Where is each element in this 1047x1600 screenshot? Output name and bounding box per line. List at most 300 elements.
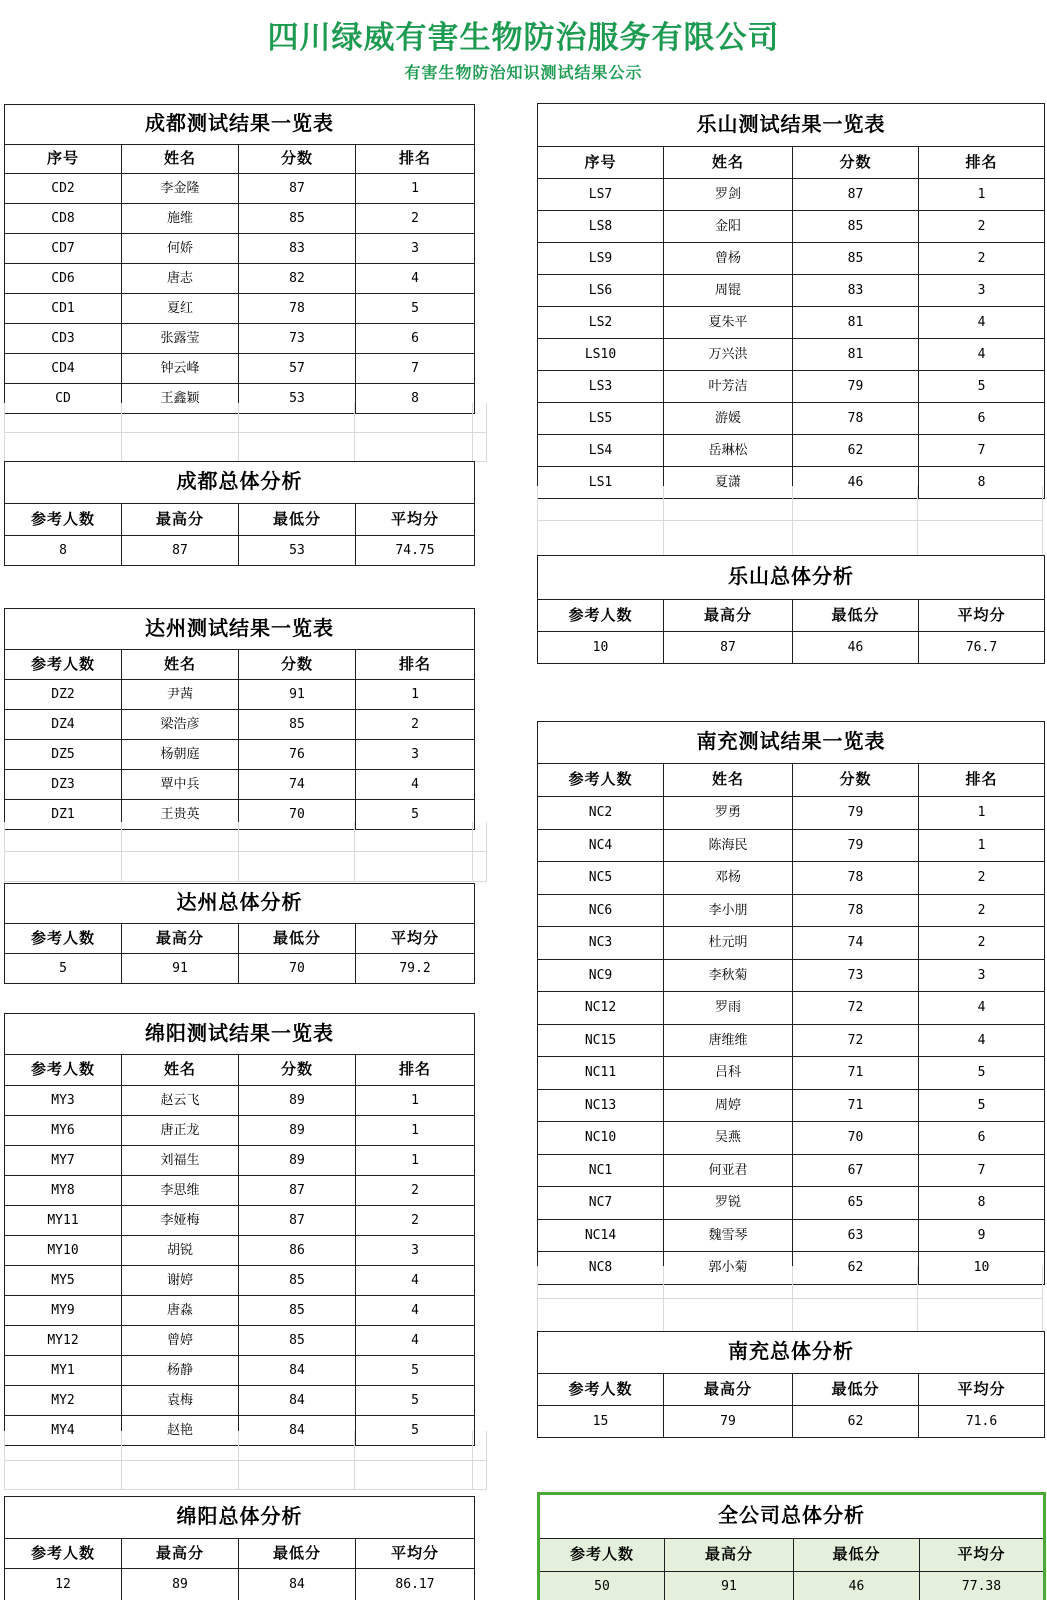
cell: 9 [977, 1227, 986, 1243]
cell: 3 [411, 1243, 419, 1258]
cell: CD8 [5, 204, 122, 233]
grid-spacer [537, 486, 1043, 556]
column-header: 序号 [5, 145, 122, 173]
table-nanchong-summary [537, 1331, 1045, 1438]
header-row [5, 145, 474, 174]
grid-spacer-cell [122, 1431, 239, 1460]
column-header: 最低分 [794, 1539, 920, 1571]
table-title: 全公司总体分析 [540, 1495, 1043, 1539]
cell: 4 [977, 1032, 986, 1048]
cell: MY10 [5, 1236, 122, 1265]
cell: 1 [411, 1153, 419, 1168]
cell: 何娇 [122, 234, 239, 263]
cell: 曾婷 [122, 1326, 239, 1355]
cell: NC13 [538, 1090, 664, 1122]
table-row [5, 740, 474, 770]
cell: MY2 [5, 1386, 122, 1415]
table-row [538, 862, 1044, 895]
table-row [5, 954, 474, 983]
table-row [538, 927, 1044, 960]
cell: 唐志 [122, 264, 239, 293]
cell: 陈海民 [664, 830, 793, 862]
cell: 72 [793, 1025, 919, 1057]
cell: 63 [793, 1220, 919, 1252]
cell: 吴燕 [664, 1122, 793, 1154]
cell: DZ5 [5, 740, 122, 769]
grid-spacer-cell [538, 521, 664, 555]
cell: LS4 [538, 435, 664, 466]
cell: 罗锐 [664, 1187, 793, 1219]
cell: 62 [793, 1406, 919, 1437]
cell: 79 [793, 830, 919, 862]
cell: LS7 [538, 179, 664, 210]
grid-spacer-cell [538, 1266, 664, 1298]
cell: NC4 [538, 830, 664, 862]
grid-spacer-cell [664, 521, 793, 555]
table-title: 南充测试结果一览表 [538, 722, 1044, 764]
cell: 吕科 [664, 1057, 793, 1089]
cell: 杜元明 [664, 927, 793, 959]
cell: 袁梅 [122, 1386, 239, 1415]
cell: 4 [977, 1000, 986, 1015]
table-leshan-results [537, 103, 1045, 499]
cell: 2 [411, 717, 419, 732]
cell: 79 [664, 1406, 793, 1437]
table-row [538, 1090, 1044, 1123]
column-header: 分数 [793, 147, 919, 178]
grid-spacer-cell [239, 403, 356, 432]
header-row [5, 650, 474, 680]
cell: NC6 [538, 895, 664, 927]
table-row [5, 354, 474, 384]
cell: NC14 [538, 1220, 664, 1252]
cell: MY11 [5, 1206, 122, 1235]
column-header: 排名 [398, 1061, 431, 1078]
page-title: 四川绿威有害生物防治服务有限公司 [267, 20, 780, 55]
cell: 84 [239, 1569, 356, 1600]
table-row [5, 1176, 474, 1206]
column-header: 姓名 [122, 1055, 239, 1085]
cell: 杨静 [122, 1356, 239, 1385]
column-header: 最高分 [664, 600, 793, 631]
cell: MY6 [5, 1116, 122, 1145]
column-header: 最高分 [122, 504, 239, 535]
cell: 6 [977, 411, 986, 426]
cell: 72 [793, 992, 919, 1024]
cell: 1 [411, 687, 419, 702]
cell: 74 [793, 927, 919, 959]
grid-spacer-cell [918, 1266, 1043, 1298]
header-row [538, 600, 1044, 632]
cell: 6 [411, 331, 419, 346]
table-row [538, 895, 1044, 928]
grid-spacer-cell [239, 852, 356, 881]
cell: 91 [122, 954, 239, 983]
cell: 85 [239, 710, 356, 739]
table-row [538, 403, 1044, 435]
table-mianyang-summary [4, 1496, 475, 1600]
cell: 78 [793, 403, 919, 434]
cell: 85 [239, 1326, 356, 1355]
column-header: 参考人数 [5, 1055, 122, 1085]
cell: 71 [793, 1090, 919, 1122]
table-title: 达州总体分析 [5, 884, 474, 924]
grid-spacer-row [538, 521, 1043, 556]
table-row [5, 710, 474, 740]
cell: 87 [122, 536, 239, 565]
grid-spacer-cell [664, 1266, 793, 1298]
cell: 2 [977, 219, 986, 234]
column-header: 最高分 [664, 1374, 793, 1405]
cell: CD1 [5, 294, 122, 323]
cell: 82 [239, 264, 356, 293]
cell: 8 [977, 475, 986, 490]
table-row [5, 1086, 474, 1116]
grid-spacer-cell [5, 822, 122, 851]
cell: LS3 [538, 371, 664, 402]
grid-spacer-cell [538, 1299, 664, 1331]
grid-spacer-row [5, 1461, 487, 1490]
cell: 夏朱平 [664, 307, 793, 338]
grid-spacer-row [5, 433, 487, 462]
table-title: 达州测试结果一览表 [5, 609, 474, 650]
table-row [5, 1146, 474, 1176]
cell: 罗剑 [664, 179, 793, 210]
table-row [538, 435, 1044, 467]
cell: 46 [794, 1572, 920, 1600]
column-header: 参考人数 [5, 924, 122, 953]
table-row [538, 275, 1044, 307]
table-title: 乐山测试结果一览表 [538, 104, 1044, 147]
column-header: 平均分 [390, 1545, 439, 1562]
table-title: 成都测试结果一览表 [5, 105, 474, 145]
cell: MY7 [5, 1146, 122, 1175]
column-header: 姓名 [664, 764, 793, 796]
table-row [5, 294, 474, 324]
cell: 74.75 [395, 543, 435, 558]
table-row [538, 1220, 1044, 1253]
cell: 62 [793, 1252, 919, 1284]
cell: LS6 [538, 275, 664, 306]
column-header: 参考人数 [5, 650, 122, 679]
grid-spacer-cell [918, 1299, 1043, 1331]
table-row [5, 680, 474, 710]
column-header: 最低分 [239, 1539, 356, 1568]
cell: 曾杨 [664, 243, 793, 274]
cell: 67 [793, 1155, 919, 1187]
column-header: 参考人数 [538, 764, 664, 796]
table-mianyang-results [4, 1013, 475, 1446]
cell: 86.17 [395, 1577, 435, 1592]
cell: 万兴洪 [664, 339, 793, 370]
grid-spacer-cell [239, 1431, 356, 1460]
cell: CD3 [5, 324, 122, 353]
grid-spacer-cell [473, 1431, 487, 1460]
cell: 86 [239, 1236, 356, 1265]
cell: 谢婷 [122, 1266, 239, 1295]
table-row [538, 992, 1044, 1025]
table-row [5, 770, 474, 800]
cell: 76.7 [965, 640, 998, 655]
cell: 6 [977, 1130, 986, 1145]
table-row [538, 1122, 1044, 1155]
table-row [538, 1057, 1044, 1090]
cell: 2 [411, 1213, 419, 1228]
column-header: 参考人数 [5, 504, 122, 535]
cell: 2 [977, 902, 986, 918]
cell: 71.6 [965, 1414, 998, 1429]
table-row [538, 1187, 1044, 1220]
cell: 84 [239, 1356, 356, 1385]
cell: 87 [664, 632, 793, 663]
cell: 62 [793, 435, 919, 466]
cell: 周婷 [664, 1090, 793, 1122]
column-header: 分数 [239, 1055, 356, 1085]
cell: NC8 [538, 1252, 664, 1284]
cell: 李小朋 [664, 895, 793, 927]
grid-spacer-row [538, 1299, 1043, 1332]
cell: LS1 [538, 467, 664, 498]
grid-spacer-cell [473, 433, 487, 461]
cell: 87 [793, 179, 919, 210]
cell: NC12 [538, 992, 664, 1024]
cell: 79 [793, 371, 919, 402]
grid-spacer-cell [664, 486, 793, 520]
cell: NC11 [538, 1057, 664, 1089]
table-row [538, 371, 1044, 403]
cell: 10 [538, 632, 664, 663]
grid-spacer-cell [355, 433, 473, 461]
cell: 杨朝庭 [122, 740, 239, 769]
cell: 5 [411, 1393, 419, 1408]
grid-spacer-cell [5, 1431, 122, 1460]
cell: 46 [793, 632, 919, 663]
cell: 2 [977, 935, 986, 950]
cell: 89 [239, 1116, 356, 1145]
cell: 唐淼 [122, 1296, 239, 1325]
cell: 79 [793, 797, 919, 829]
cell: 85 [793, 211, 919, 242]
cell: 70 [793, 1122, 919, 1154]
column-header: 参考人数 [538, 1374, 664, 1405]
page-subtitle: 有害生物防治知识测试结果公示 [404, 65, 643, 82]
table-title: 乐山总体分析 [538, 556, 1044, 600]
cell: 8 [977, 1195, 986, 1210]
cell: 胡锐 [122, 1236, 239, 1265]
cell: 5 [411, 1423, 419, 1438]
cell: 91 [665, 1572, 794, 1600]
cell: 李思维 [122, 1176, 239, 1205]
grid-spacer-cell [5, 852, 122, 881]
cell: 8 [5, 536, 122, 565]
cell: 91 [239, 680, 356, 709]
cell: 4 [411, 1303, 419, 1318]
column-header: 参考人数 [540, 1539, 665, 1571]
cell: NC1 [538, 1155, 664, 1187]
cell: NC3 [538, 927, 664, 959]
cell: NC9 [538, 960, 664, 992]
cell: 4 [411, 1273, 419, 1288]
cell: LS8 [538, 211, 664, 242]
cell: DZ2 [5, 680, 122, 709]
cell: 魏雪琴 [664, 1220, 793, 1252]
cell: 78 [239, 294, 356, 323]
cell: 53 [239, 536, 356, 565]
grid-spacer [4, 822, 487, 882]
column-header: 最高分 [122, 1539, 239, 1568]
cell: MY12 [5, 1326, 122, 1355]
table-row [538, 179, 1044, 211]
cell: 2 [411, 1183, 419, 1198]
cell: 4 [411, 1333, 419, 1348]
cell: NC10 [538, 1122, 664, 1154]
column-header: 分数 [239, 145, 356, 173]
cell: 施维 [122, 204, 239, 233]
header-row [5, 1539, 474, 1569]
cell: 81 [793, 339, 919, 370]
table-row [538, 339, 1044, 371]
cell: 5 [411, 301, 419, 316]
cell: 5 [411, 807, 419, 822]
cell: 3 [411, 241, 419, 256]
cell: 2 [977, 251, 986, 266]
grid-spacer-row [538, 1266, 1043, 1299]
cell: CD4 [5, 354, 122, 383]
table-row [5, 264, 474, 294]
cell: MY8 [5, 1176, 122, 1205]
cell: 15 [538, 1406, 664, 1437]
cell: 3 [977, 967, 986, 983]
cell: DZ1 [5, 800, 122, 829]
cell: 85 [239, 1266, 356, 1295]
cell: 7 [977, 1162, 986, 1178]
table-chengdu-summary [4, 461, 475, 566]
cell: 70 [239, 954, 356, 983]
header-row [538, 1374, 1044, 1406]
cell: 2 [977, 870, 986, 885]
cell: 1 [977, 187, 986, 202]
cell: 5 [977, 1097, 986, 1113]
table-row [5, 204, 474, 234]
cell: 7 [411, 361, 419, 376]
cell: 罗勇 [664, 797, 793, 829]
table-row [538, 1155, 1044, 1188]
cell: 李娅梅 [122, 1206, 239, 1235]
grid-spacer-cell [5, 403, 122, 432]
grid-spacer-cell [355, 822, 473, 851]
grid-spacer-row [5, 822, 487, 852]
cell: 87 [239, 1206, 356, 1235]
grid-spacer-cell [918, 521, 1043, 555]
cell: 65 [793, 1187, 919, 1219]
cell: 83 [239, 234, 356, 263]
table-row [540, 1572, 1043, 1600]
table-row [5, 174, 474, 204]
grid-spacer-cell [355, 1461, 473, 1489]
cell: 覃中兵 [122, 770, 239, 799]
cell: 10 [973, 1260, 990, 1275]
grid-spacer-cell [793, 521, 919, 555]
grid-spacer-cell [538, 486, 664, 520]
table-leshan-summary [537, 555, 1045, 664]
cell: 叶芳洁 [664, 371, 793, 402]
cell: MY1 [5, 1356, 122, 1385]
cell: CD2 [5, 174, 122, 203]
grid-spacer-row [538, 486, 1043, 521]
cell: 85 [793, 243, 919, 274]
cell: 78 [793, 862, 919, 894]
cell: 5 [977, 1065, 986, 1080]
cell: 李秋菊 [664, 960, 793, 992]
grid-spacer-cell [793, 486, 919, 520]
cell: MY3 [5, 1086, 122, 1115]
cell: 郭小菊 [664, 1252, 793, 1284]
header-row [538, 147, 1044, 179]
column-header: 排名 [398, 656, 431, 673]
grid-spacer-cell [355, 1431, 473, 1460]
header-row [5, 924, 474, 954]
grid-spacer-cell [793, 1299, 919, 1331]
column-header: 参考人数 [538, 600, 664, 631]
table-row [5, 1266, 474, 1296]
grid-spacer-cell [239, 822, 356, 851]
cell: MY9 [5, 1296, 122, 1325]
cell: DZ3 [5, 770, 122, 799]
grid-spacer-cell [5, 1461, 122, 1489]
table-row [5, 234, 474, 264]
cell: 85 [239, 204, 356, 233]
cell: 李金隆 [122, 174, 239, 203]
table-dazhou-summary [4, 883, 475, 984]
cell: 89 [239, 1146, 356, 1175]
column-header: 序号 [538, 147, 664, 178]
cell: NC2 [538, 797, 664, 829]
cell: 3 [977, 283, 986, 298]
cell: 赵云飞 [122, 1086, 239, 1115]
cell: NC5 [538, 862, 664, 894]
cell: CD [5, 384, 122, 413]
cell: 刘福生 [122, 1146, 239, 1175]
grid-spacer-cell [122, 403, 239, 432]
cell: LS2 [538, 307, 664, 338]
cell: NC15 [538, 1025, 664, 1057]
table-row [5, 1386, 474, 1416]
cell: LS10 [538, 339, 664, 370]
grid-spacer-cell [5, 433, 122, 461]
column-header: 平均分 [390, 930, 439, 947]
table-row [538, 211, 1044, 243]
column-header: 分数 [239, 650, 356, 679]
grid-spacer-cell [473, 822, 487, 851]
cell: 钟云峰 [122, 354, 239, 383]
column-header: 最低分 [793, 1374, 919, 1405]
cell: 张露莹 [122, 324, 239, 353]
grid-spacer-cell [355, 852, 473, 881]
cell: 81 [793, 307, 919, 338]
cell: 1 [977, 837, 986, 853]
cell: LS9 [538, 243, 664, 274]
column-header: 最低分 [793, 600, 919, 631]
cell: 46 [793, 467, 919, 498]
cell: 5 [977, 379, 986, 394]
cell: 85 [239, 1296, 356, 1325]
grid-spacer-cell [122, 1461, 239, 1489]
cell: 1 [411, 1123, 419, 1138]
cell: 8 [411, 391, 419, 406]
grid-spacer-cell [239, 433, 356, 461]
column-header: 最高分 [122, 924, 239, 953]
column-header: 平均分 [390, 511, 439, 528]
